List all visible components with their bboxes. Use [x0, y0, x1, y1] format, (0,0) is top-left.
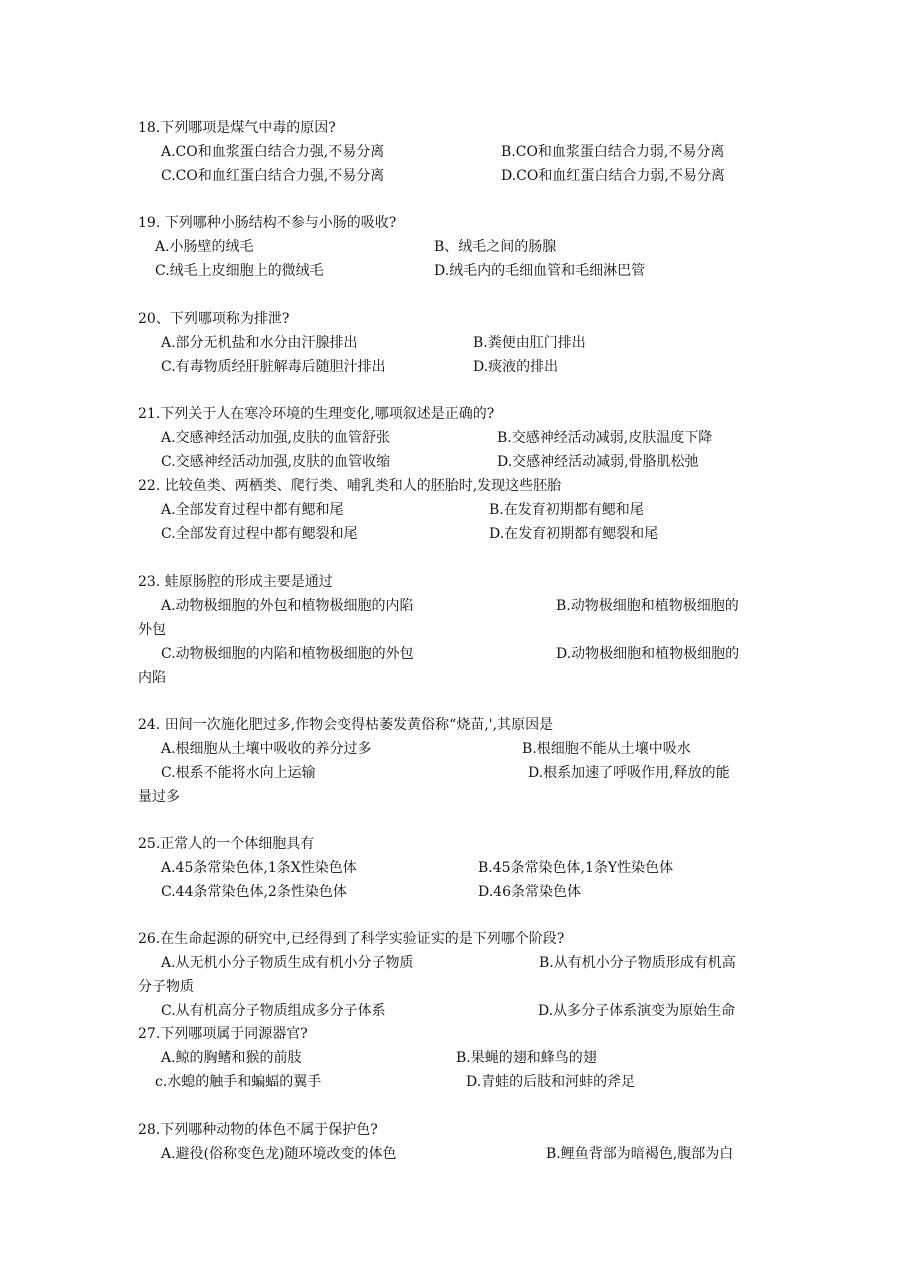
q22-option-d: D.在发育初期都有鳃裂和尾: [489, 526, 659, 542]
q18-stem: 18.下列哪项是煤气中毒的原因?: [138, 120, 336, 136]
q26-stem: 26.在生命起源的研究中,已经得到了科学实验证实的是下列哪个阶段?: [138, 931, 565, 947]
q20-option-b: B.粪便由肛门排出: [473, 335, 586, 351]
q21-option-c: C.交感神经活动加强,皮肤的血管收缩: [161, 454, 391, 470]
q24-option-c: C.根系不能将水向上运输: [161, 765, 316, 781]
q20-option-c: C.有毒物质经肝脏解毒后随胆汁排出: [161, 359, 386, 375]
q22-option-a: A.全部发育过程中都有鳃和尾: [161, 502, 344, 518]
q21-option-d: D.交感神经活动减弱,骨胳肌松弛: [497, 454, 699, 470]
q20-option-a: A.部分无机盐和水分由汗腺排出: [161, 335, 358, 351]
q26-option-c: C.从有机高分子物质组成多分子体系: [161, 1003, 386, 1019]
q25-stem: 25.正常人的一个体细胞具有: [138, 836, 315, 852]
q23-option-a: A.动物极细胞的外包和植物极细胞的内陷: [161, 598, 414, 614]
q23-stem: 23. 蛙原肠腔的形成主要是通过: [138, 574, 333, 590]
q25-option-c: C.44条常染色体,2条性染色体: [161, 884, 347, 900]
q27-option-b: B.果蝇的翅和蜂鸟的翅: [456, 1050, 597, 1066]
q20-stem: 20、下列哪项称为排泄?: [138, 311, 290, 327]
q25-option-a: A.45条常染色体,1条X性染色体: [161, 860, 357, 876]
q28-stem: 28.下列哪种动物的体色不属于保护色?: [138, 1122, 378, 1138]
q23-option-b: B.动物极细胞和植物极细胞的: [556, 598, 739, 614]
q24-option-a: A.根细胞从土壤中吸收的养分过多: [161, 741, 372, 757]
q22-option-b: B.在发育初期都有鳃和尾: [489, 502, 644, 518]
q23-option-d: D.动物极细胞和植物极细胞的: [556, 646, 740, 662]
q20-option-d: D.痰液的排出: [473, 359, 559, 375]
q18-option-b: B.CO和血浆蛋白结合力弱,不易分离: [501, 144, 725, 160]
q27-option-a: A.鲸的胸鳍和猴的前肢: [161, 1050, 302, 1066]
q18-option-a: A.CO和血浆蛋白结合力强,不易分离: [161, 144, 385, 160]
q26-option-b: B.从有机小分子物质形成有机高: [539, 955, 736, 971]
q28-option-b: B.鲤鱼背部为暗褐色,腹部为白: [546, 1146, 734, 1162]
q19-option-b: B、绒毛之间的肠腺: [434, 239, 557, 255]
q21-option-a: A.交感神经活动加强,皮肤的血管舒张: [161, 430, 391, 446]
q19-option-d: D.绒毛内的毛细血管和毛细淋巴管: [434, 263, 646, 279]
q19-option-a: A.小肠壁的绒毛: [155, 239, 254, 255]
q23-option-c: C.动物极细胞的内陷和植物极细胞的外包: [161, 646, 414, 662]
q24-option-b: B.根细胞不能从土壤中吸水: [522, 741, 691, 757]
q26-option-d: D.从多分子体系演变为原始生命: [538, 1003, 736, 1019]
q19-option-c: C.绒毛上皮细胞上的微绒毛: [155, 263, 324, 279]
q25-option-d: D.46条常染色体: [478, 884, 581, 900]
q24-option-d-continued: 量过多: [138, 789, 180, 805]
q24-option-d: D.根系加速了呼吸作用,释放的能: [528, 765, 730, 781]
q19-stem: 19. 下列哪种小肠结构不参与小肠的吸收?: [138, 215, 397, 231]
q22-option-c: C.全部发育过程中都有鳃裂和尾: [161, 526, 358, 542]
q21-stem: 21.下列关于人在寒冷环境的生理变化,哪项叙述是正确的?: [138, 406, 495, 422]
q27-stem: 27.下列哪项属于同源器官?: [138, 1026, 308, 1042]
q27-option-c: c.水螅的触手和蝙蝠的翼手: [155, 1074, 322, 1090]
q26-option-a: A.从无机小分子物质生成有机小分子物质: [161, 955, 414, 971]
q18-option-c: C.CO和血红蛋白结合力强,不易分离: [161, 168, 385, 184]
q22-stem: 22. 比较鱼类、两栖类、爬行类、哺乳类和人的胚胎时,发现这些胚胎: [138, 478, 562, 494]
q24-stem: 24. 田间一次施化肥过多,作物会变得枯萎发黄俗称“烧苗,',其原因是: [138, 717, 554, 733]
q26-option-b-continued: 分子物质: [138, 979, 194, 995]
q28-option-a: A.避役(俗称变色龙)随环境改变的体色: [161, 1146, 397, 1162]
q23-option-b-continued: 外包: [138, 622, 166, 638]
q21-option-b: B.交感神经活动减弱,皮肤温度下降: [497, 430, 713, 446]
q23-option-d-continued: 内陷: [138, 670, 166, 686]
q25-option-b: B.45条常染色体,1条Y性染色体: [478, 860, 674, 876]
q18-option-d: D.CO和血红蛋白结合力弱,不易分离: [501, 168, 725, 184]
q27-option-d: D.青蛙的后肢和河蚌的斧足: [466, 1074, 636, 1090]
